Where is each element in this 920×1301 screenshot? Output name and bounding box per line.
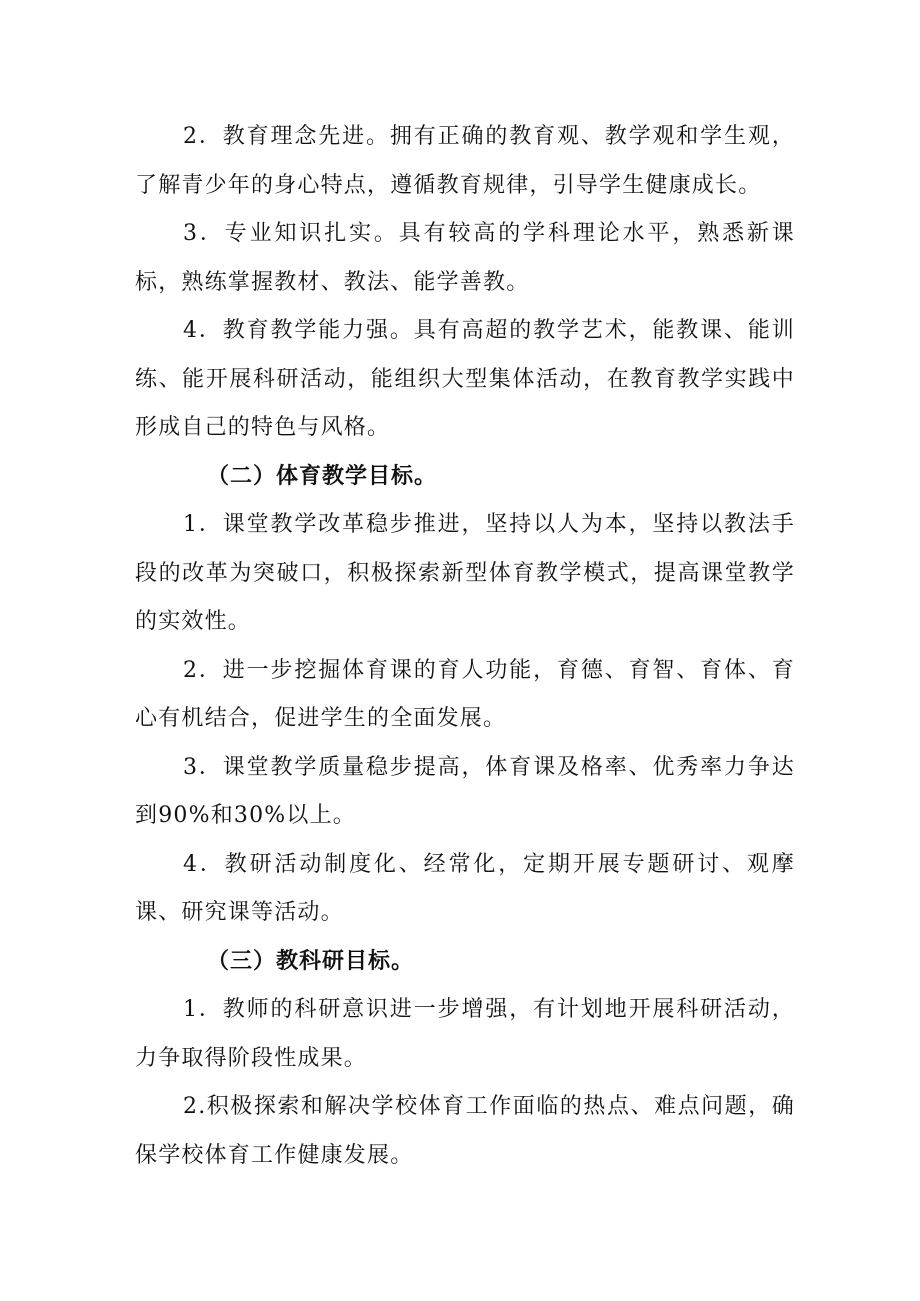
paragraph-research-goal-1: 1．教师的科研意识进一步增强，有计划地开展科研活动，力争取得阶段性成果。 — [135, 997, 795, 1071]
section-heading-pe-teaching-goals: （二）体育教学目标。 — [207, 463, 438, 489]
paragraph-pe-goal-2: 2．进一步挖掘体育课的育人功能，育德、育智、育体、育心有机结合，促进学生的全面发展。 — [135, 657, 795, 731]
paragraph-teacher-goal-3: 3．专业知识扎实。具有较高的学科理论水平，熟悉新课标，熟练掌握教材、教法、能学善教。 — [135, 221, 795, 295]
paragraph-pe-goal-1: 1．课堂教学改革稳步推进，坚持以人为本，坚持以教法手段的改革为突破口，积极探索新型体育教学模式，提高课堂教学的实效性。 — [135, 512, 795, 634]
section-heading-research-goals: （三）教科研目标。 — [207, 948, 415, 974]
paragraph-research-goal-2: 2.积极探索和解决学校体育工作面临的热点、难点问题，确保学校体育工作健康发展。 — [135, 1094, 795, 1168]
paragraph-teacher-goal-4: 4．教育教学能力强。具有高超的教学艺术，能教课、能训练、能开展科研活动，能组织大型集体活动，在教育教学实践中形成自己的特色与风格。 — [135, 318, 795, 440]
paragraph-teacher-goal-2: 2．教育理念先进。拥有正确的教育观、教学观和学生观，了解青少年的身心特点，遵循教育规律，引导学生健康成长。 — [135, 124, 795, 198]
paragraph-pe-goal-3: 3．课堂教学质量稳步提高，体育课及格率、优秀率力争达到90%和30%以上。 — [135, 754, 795, 828]
document-body — [135, 113, 795, 1180]
paragraph-pe-goal-4: 4．教研活动制度化、经常化，定期开展专题研讨、观摩课、研究课等活动。 — [135, 851, 795, 925]
